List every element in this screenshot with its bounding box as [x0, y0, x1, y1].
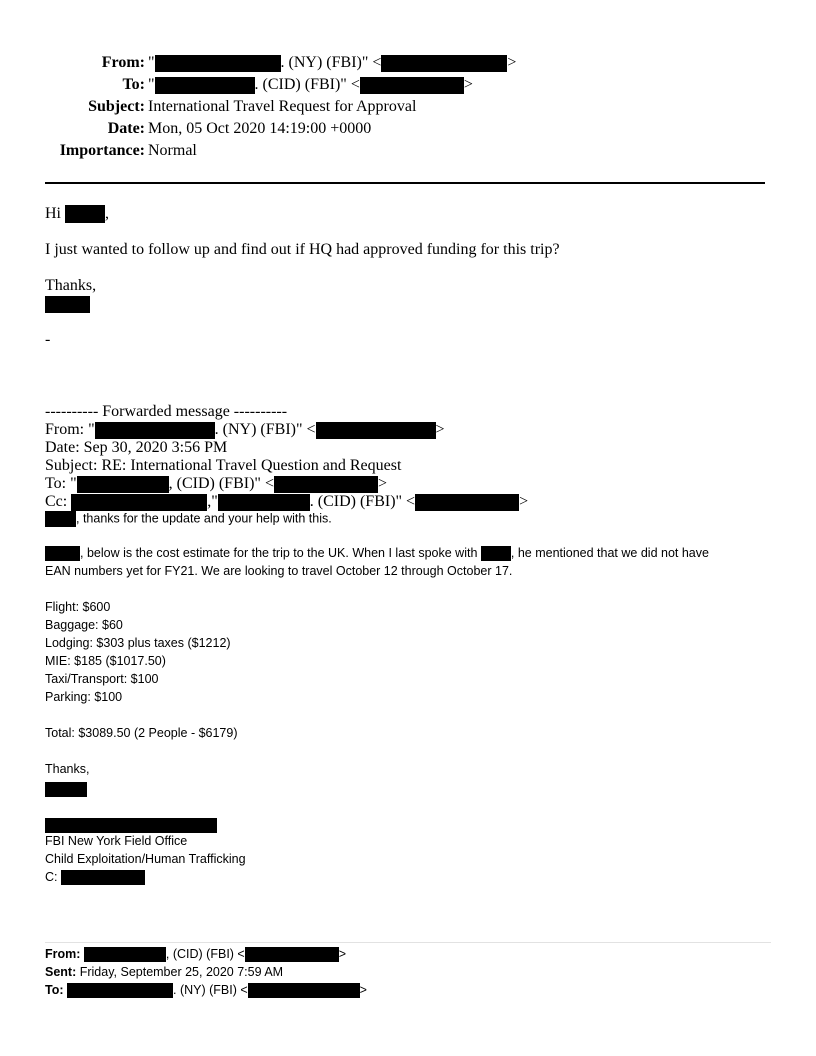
to-label: To:	[122, 76, 145, 93]
signature-unit: Child Exploitation/Human Trafficking	[45, 852, 246, 866]
cost-paragraph-line1: , below is the cost estimate for the trip to the UK. When I last spoke with , he mentioned that we did not have	[45, 546, 709, 561]
redaction	[71, 494, 207, 511]
redaction	[45, 546, 80, 561]
importance-label: Importance:	[59, 142, 145, 159]
cost-item: Flight: $600	[45, 600, 111, 614]
cost-item: Lodging: $303 plus taxes ($1212)	[45, 636, 231, 650]
fwd-from-line: From: " . (NY) (FBI)" < >	[45, 421, 445, 438]
redaction	[95, 422, 215, 439]
from-label: From:	[101, 54, 145, 71]
importance-value: Normal	[148, 142, 197, 159]
forward-divider: ---------- Forwarded message ----------	[45, 403, 288, 420]
header-divider	[45, 182, 765, 184]
redaction	[274, 476, 378, 493]
redaction	[360, 77, 464, 94]
message-body: I just wanted to follow up and find out if HQ had approved funding for this trip?	[45, 241, 560, 258]
subject-value: International Travel Request for Approval	[148, 98, 417, 115]
fwd-subject-line: Subject: RE: International Travel Question and Request	[45, 457, 402, 474]
fwd-date-line: Date: Sep 30, 2020 3:56 PM	[45, 439, 228, 456]
earlier-sent-line: Sent: Friday, September 25, 2020 7:59 AM	[45, 965, 284, 979]
dash: -	[45, 331, 51, 348]
signature-name-redaction	[45, 818, 217, 833]
greeting: Hi ,	[45, 205, 109, 222]
redaction	[155, 55, 281, 72]
redaction	[61, 870, 145, 885]
redaction	[65, 205, 105, 223]
earlier-to-line: To: . (NY) (FBI) < >	[45, 983, 367, 997]
signature-office: FBI New York Field Office	[45, 834, 188, 848]
cost-item: Baggage: $60	[45, 618, 123, 632]
redaction	[67, 983, 173, 998]
redaction	[381, 55, 507, 72]
cost-paragraph-line2: EAN numbers yet for FY21. We are looking to travel October 12 through October 17.	[45, 564, 513, 578]
fwd-signoff: Thanks,	[45, 762, 90, 776]
redaction	[155, 77, 255, 94]
fwd-to-line: To: " , (CID) (FBI)" < >	[45, 475, 387, 492]
cost-total: Total: $3089.50 (2 People - $6179)	[45, 726, 238, 740]
date-value: Mon, 05 Oct 2020 14:19:00 +0000	[148, 120, 372, 137]
redaction	[481, 546, 511, 561]
from-value: " . (NY) (FBI)" < >	[148, 54, 517, 71]
redaction	[415, 494, 519, 511]
cost-item: MIE: $185 ($1017.50)	[45, 654, 166, 668]
redaction	[248, 983, 360, 998]
earlier-message-divider	[45, 942, 771, 943]
fwd-cc-line: Cc: ," . (CID) (FBI)" < >	[45, 493, 529, 510]
redaction	[245, 947, 339, 962]
earlier-from-line: From: , (CID) (FBI) < >	[45, 947, 347, 961]
cost-item: Taxi/Transport: $100	[45, 672, 159, 686]
to-value: " . (CID) (FBI)" < >	[148, 76, 473, 93]
redaction	[77, 476, 169, 493]
update-line: , thanks for the update and your help with this.	[45, 511, 332, 527]
redaction	[218, 494, 310, 511]
redaction	[45, 511, 76, 527]
redaction	[84, 947, 166, 962]
signature-redaction	[45, 295, 90, 313]
signoff: Thanks,	[45, 277, 97, 294]
date-label: Date:	[107, 120, 145, 137]
signature-cell: C:	[45, 870, 145, 885]
cost-item: Parking: $100	[45, 690, 123, 704]
signature-redaction	[45, 782, 87, 797]
redaction	[316, 422, 436, 439]
subject-label: Subject:	[88, 98, 145, 115]
